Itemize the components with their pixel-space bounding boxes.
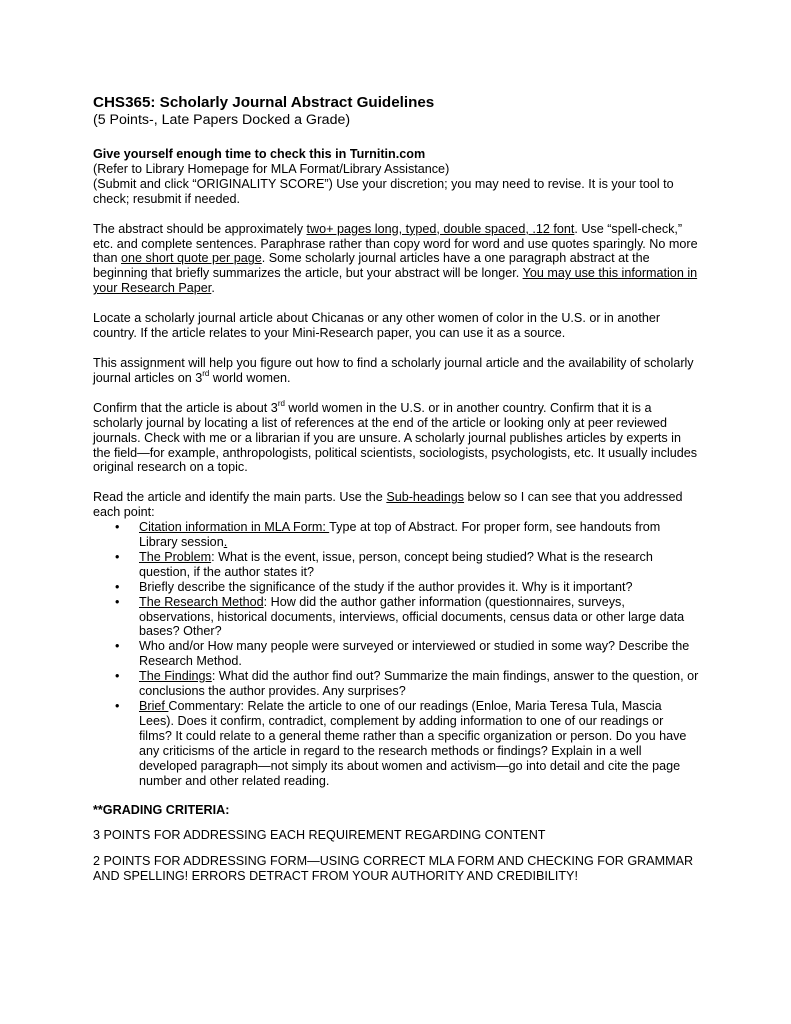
confirm-text-2: world women in the U.S. or in another country. Confirm that it is a scholarly journal by locating a list of references at the end of the article or looking only at peer reviewed journals. Check with me or a librarian if you are unsure. A scholarly journal publishes articles by experts in the field—for example, anthropologists, political scientists, sociologists, psychologists, etc. It usually includes original research on a topic.	[93, 400, 698, 475]
list-item-heading: The Research Method	[139, 594, 264, 609]
list-item-text: : How did the author gather information (questionnaires, surveys, observations, historical documents, interviews, official documents, census data or other large data bases? Other?	[139, 594, 685, 639]
locate-article-paragraph: Locate a scholarly journal article about Chicanas or any other women of color in the U.S. or in another country. If the article relates to your Mini-Research paper, you can use it as a source.	[93, 311, 661, 341]
list-item-heading: The Findings	[139, 669, 212, 684]
read-text-1: Read the article and identify the main parts. Use the	[93, 490, 387, 505]
list-item-text: Who and/or How many people were surveyed or interviewed or studied in some way? Describe the Research Method.	[139, 639, 690, 669]
assignment-text-2: world women.	[209, 370, 291, 385]
list-item	[139, 699, 699, 788]
list-item	[139, 580, 699, 595]
list-item-heading: Brief	[139, 699, 169, 713]
list-item	[139, 595, 699, 640]
grading-criteria-heading: **GRADING CRITERIA:	[93, 803, 230, 818]
notice-library-line: (Refer to Library Homepage for MLA Format/Library Assistance)	[93, 161, 450, 176]
list-item-heading: Citation information in MLA Form:	[139, 520, 330, 535]
abstract-requirements-paragraph	[93, 222, 699, 297]
quote-limit-underlined: one short quote per page	[121, 251, 262, 266]
ordinal-superscript: rd	[202, 368, 210, 378]
ordinal-superscript: rd	[277, 398, 285, 408]
list-item-text: Briefly describe the significance of the study if the author provides it. Why is it important?	[139, 579, 633, 594]
list-item-heading: The Problem	[139, 549, 212, 564]
list-item-text: : What is the event, issue, person, concept being studied? What is the research question, if the author states it?	[139, 549, 653, 579]
assignment-text-1: This assignment will help you figure out how to find a scholarly journal article and the availability of scholarly journal articles on 3	[93, 355, 694, 385]
list-item	[139, 520, 699, 550]
list-item	[139, 639, 699, 669]
list-item-text: Type at top of Abstract. For proper form, see handouts from Library session	[139, 520, 661, 550]
notice-submit-line: (Submit and click “ORIGINALITY SCORE”) Use your discretion; you may need to revise. It is your tool to check; resubmit if needed.	[93, 176, 674, 206]
confirm-article-paragraph	[93, 398, 699, 476]
list-item	[139, 669, 699, 699]
content-points-line: 3 POINTS FOR ADDRESSING EACH REQUIREMENT REGARDING CONTENT	[93, 828, 546, 843]
read-article-paragraph	[93, 490, 699, 520]
assignment-purpose-paragraph	[93, 356, 699, 386]
turnitin-notice	[93, 147, 699, 207]
list-item-text: : What did the author find out? Summarize the main findings, answer to the question, or conclusions the author provides. Any surprises?	[139, 669, 699, 699]
read-text-2: below so I can see that you addressed each point:	[93, 490, 683, 520]
abstract-length-underlined: two+ pages long, typed, double spaced, .12 font	[306, 221, 575, 236]
abstract-text-3: . Some scholarly journal articles have a one paragraph abstract at the beginning that briefly summarizes the article, but your abstract will be longer.	[93, 251, 650, 281]
list-item-text: Commentary: Relate the article to one of our readings (Enloe, Maria Teresa Tula, Mascia Lees). Does it confirm, contradict, complement by adding information to one of our readings or films? It could relate to a general theme rather than a specific organization or person. Do you have any criticisms of the article in regard to the research methods or findings? Explain in a well developed paragraph—not simply its about women and activism—go into detail and cite the page number and other related reading.	[139, 699, 687, 788]
list-item-heading-end: .	[223, 535, 228, 550]
document-subtitle: (5 Points-, Late Papers Docked a Grade)	[93, 112, 351, 128]
abstract-text-2: . Use “spell-check,” etc. and complete sentences. Paraphrase rather than copy word for word and use quotes sparingly. No more than	[93, 221, 698, 266]
notice-bold-line: Give yourself enough time to check this in Turnitin.com	[93, 147, 426, 161]
abstract-text-1: The abstract should be approximately	[93, 221, 307, 236]
confirm-text-1: Confirm that the article is about 3	[93, 400, 278, 415]
list-item	[139, 550, 699, 580]
document-title: CHS365: Scholarly Journal Abstract Guidelines	[93, 94, 435, 111]
requirements-list	[93, 520, 699, 788]
abstract-text-4: .	[211, 281, 215, 296]
form-points-line: 2 POINTS FOR ADDRESSING FORM—USING CORRECT MLA FORM AND CHECKING FOR GRAMMAR AND SPELLING! ERRORS DETRACT FROM YOUR AUTHORITY AND CREDIBILITY!	[93, 854, 694, 884]
research-paper-underlined: You may use this information in your Research Paper	[93, 266, 698, 296]
subheadings-underlined: Sub-headings	[386, 490, 465, 505]
